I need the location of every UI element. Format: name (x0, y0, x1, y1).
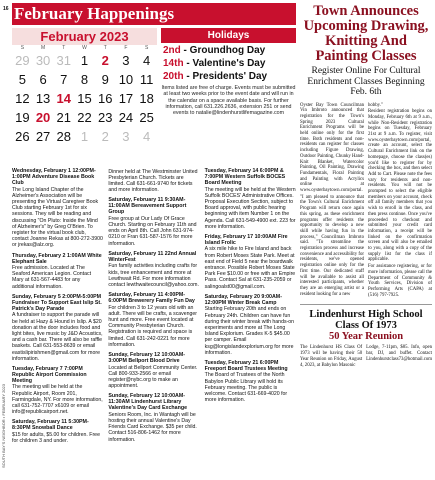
calendar-day: 7 (60, 72, 68, 87)
event-description: Seniors Room, Inc. in Wantagh will be hosting their annual Valentine's Day Friends Card Exchange. $35 per child. Contact 516-806-1462 for more information. (108, 411, 197, 443)
article-title: Town Announces Upcoming Drawing, Knitting And Painting Classes (303, 3, 429, 64)
event-item (108, 352, 199, 389)
event-item (205, 234, 296, 290)
weekday-label: F (124, 45, 128, 51)
events-column (108, 168, 199, 448)
event-title: Saturday, February 11 9:30AM-11:00AM Bereavement Support Group (108, 197, 187, 216)
event-title: Thursday, February 2 1:00AM White Elephant Sale (12, 252, 102, 265)
calendar-day: 19 (15, 110, 30, 125)
calendar-day: 2 (101, 53, 109, 68)
event-title: Saturday, February 11 5:30PM-8:30PM Snowball Dance (12, 419, 89, 432)
event-item (108, 197, 199, 247)
event-item (108, 393, 199, 443)
calendar-day: 20 (35, 110, 51, 125)
calendar-day: 12 (15, 91, 30, 106)
calendar-day: 1 (80, 53, 89, 68)
event-listings (12, 168, 296, 448)
event-description: Fun family activities including crafts for kids, tree enhancement and more at Lewthwait Rd. For more information contact lewthwaitecouncil@yahoo.com. (108, 263, 199, 288)
calendar-day: 9 (101, 72, 109, 87)
calendar-day: 3 (122, 53, 130, 68)
side-running-text (0, 240, 8, 470)
event-description: A fundraiser to support the parade will be held at Hazy & Hound in Islip. A $20 donation at the door includes food and light bites, live music by J&D Acoustics, and a cash bar. There will also be raffle baskets. Call 631-553-8639 or email eastislipirishmen@gmail.com for more information. (12, 312, 103, 362)
weekday-label: M (40, 45, 46, 51)
calendar-day: 15 (77, 91, 92, 106)
submission-note: Items listed are free of charge. Events must be submitted at least two weeks prior to the event date and will run in the calendar on a space available basis. For further information, call 631.226.2636, extension 251 or send events to natalie@lindenhurstlifemagazine.com (161, 85, 296, 117)
event-item (12, 419, 103, 444)
event-description: $15 for adults, $5.00 for children. Free for children 3 and under. (12, 431, 100, 445)
calendar-day: 17 (118, 91, 134, 106)
holiday-name: - Presidents' Day (183, 71, 268, 82)
event-title: Saturday, February 20 9:00AM-12:00PM Winter Break Camp (204, 293, 282, 306)
reunion-title-3: 50 Year Reunion (328, 331, 404, 343)
event-description: The Board of Trustees of the North Babylon Public Library will hold its February meeting. The public is welcome. Contact 631-669-4020 for more information. (204, 372, 288, 404)
calendar-day: 3 (122, 129, 130, 144)
event-item (205, 168, 296, 230)
weekday-label: S (20, 45, 25, 51)
events-column (12, 168, 103, 448)
calendar-day: 13 (35, 91, 51, 106)
calendar-day: 26 (15, 129, 30, 144)
event-item (12, 294, 103, 362)
calendar-day: 30 (35, 53, 51, 68)
event-description: The meeting will be held at the Republic Airport, Room 201, Farmingdale, NY. For more information, call 631-752-7707 x6109 or email info@republicairport.net. (12, 384, 103, 416)
calendar-day: 31 (56, 53, 72, 68)
holidays-heading: Holidays (161, 28, 296, 43)
reunion-column-1: The Lindenhurst HS Class Of 1973 will be having their 50 Year Reunion on Friday, August 4, 2023, at Babylon Masonic (300, 345, 363, 368)
event-item (12, 253, 103, 290)
calendar-day: 8 (80, 72, 89, 87)
weekday-label: S (145, 45, 149, 51)
calendar-weekdays (12, 45, 157, 51)
events-column (205, 168, 296, 448)
february-happenings-section (12, 0, 296, 480)
holiday-date: 2nd (163, 45, 181, 56)
holiday-line (161, 45, 296, 56)
divider (300, 304, 432, 305)
calendar-day: 24 (118, 110, 134, 125)
event-title: Saturday, February 11 22nd Annual WinterFest (108, 250, 197, 263)
holiday-date: 20th (163, 71, 184, 82)
article-paragraph: hobby." (368, 102, 383, 108)
holiday-name: - Groundhog Day (180, 45, 266, 56)
event-item (205, 294, 296, 356)
holiday-line (161, 71, 296, 82)
event-description: Starting February 20th and ends on February 24th. Children can have fun during their winter break with hands-on experiments and more at The Long Island Explorium. Grades K-5 $45.00 per camper. Email ksg@longislandexplorium.org for more information. (204, 306, 295, 356)
event-description: For children 3 to 12 years old with an adult. There will be crafts, a scavenger hunt and more. Free event located at Community Presbyterian Church. Registration is required and space is limited. Call 631-242-0221 for more information. (108, 304, 198, 348)
event-title: Saturday, February 11 4:00PM-6:00PM Brewerery Family Fun Day (108, 292, 195, 305)
weekday-label: W (82, 45, 87, 51)
event-title: Friday, February 17 10:00AM Fire Island Frolic (204, 233, 288, 246)
article-column-1 (300, 103, 364, 300)
side-text-label: SOUTH BAY'S NEIGHBOR • FEBRUARY 2023 (1, 384, 6, 468)
event-item (108, 169, 199, 194)
article-paragraph: "I am pleased to announce that the Town's Cultural Enrichment Program will return once again this spring, as these enrichment programs offer residents the opportunity to develop a new skill while having fun in the process," Councilman Imbroto said. "To streamline the registration process and increase convenience and accessibility for residents, we've opened registration online only for the first time. Our dedicated staff will be available to assist all interested participants, whether they are an emerging artist or a resident looking for a new (300, 194, 364, 297)
event-title: Tuesday, February 7 7:00PM Republic Airport Commission Meeting (12, 365, 87, 384)
calendar-grid (12, 52, 157, 145)
article-paragraph: Oyster Bay Town Councilman Vin Imbroto announced that registration for the Town's Spring 2023 Cultural Enrichment Programs will be held online only for the first time. Both residents and non-residents can register for classes including Figure Drawing, Outdoor Painting, Chunky Hand-Knit Blanket, Watercolor Painting, Oil Painting, Drawing Fundamentals, Floral Painting and Painting with Acrylics online at www.oysterbaytown.com/portal. (300, 102, 364, 194)
calendar-day: 10 (118, 72, 134, 87)
event-description: Located at Bellport Community Center. Call 800-933-2566 or email register@nybc.org to make an appointment. (108, 364, 198, 390)
event-title: Sunday, February 5 2:00PM-5:00PM Fundraiser To Support East Islip St. Patrick's Day Parade (12, 293, 102, 312)
calendar-day: 21 (56, 110, 72, 125)
calendar-title: February 2023 (12, 28, 157, 45)
event-item (12, 168, 103, 249)
calendar-day: 1 (80, 129, 89, 144)
weekday-label: T (62, 45, 66, 51)
article-body (300, 103, 432, 300)
page-number: 16 (3, 6, 9, 12)
reunion-title-2: Class Of 1973 (335, 320, 397, 332)
holidays-box (161, 28, 296, 116)
calendar-day: 11 (139, 72, 154, 87)
calendar-day: 6 (39, 72, 47, 87)
calendar-day: 4 (143, 53, 151, 68)
event-item (108, 251, 199, 288)
calendar-day: 23 (97, 110, 113, 125)
event-description: The Long Island Chapter of the Alzheimer's Association will be presenting the Virtual Caregiver Book Club starting February 1st for six sessions. They will be reading and discussing "On Pluto: Inside the Mind of Alzheimer's" by Greg O'Brien. To register for the virtual book club, contact Joanne Rekas at 800-272-3900 or jrekas@alz.org. (12, 186, 103, 249)
article-paragraph: Resident registration begins on Monday, February 6th at 9 a.m., while Non-Resident registration begins on Tuesday, February 21st at 9 a.m. To register, visit www.oysterbaytown.com/portal, create an account, select the Cultural Enrichment link on the homepage, choose the class(es) you'd like to register for by checking the box, and then select Add to Cart. Please note the fees vary for residents and non-residents. You will not be prompted to select the eligible members on your account, check off all family members that you wish to enroll in the class, and then press continue. Once you've proceeded to checkout and submitted your credit card information, a receipt will be linked on the confirmation screen and will also be emailed to you, along with a copy of the supply list for the class if applicable. (368, 109, 432, 263)
event-description: A six mile hike to Fire Island and back from Robert Moses State Park. Meet at east end of Field 5 near the boardwalk entrance. Possible Robert Moses State Park Fee $10.00 or free with an Empire Pass. Contact Sal at 631-235-2059 or salingoalst00@gmail.com. (204, 246, 296, 290)
event-description: The meeting will be held at the Western Suffolk BOCES' Administrative Offices. Proposal Execution Section, subject to Board approval, with public hearing beginning with item Number 1 on the Agenda. Call 631-549-4900 ext. 223 for more information. (204, 186, 296, 230)
event-item (12, 366, 103, 416)
calendar-day: 25 (139, 110, 154, 125)
event-description: Free admission. Located at The Seaford American Legion. Contact Mary at 631-567-4483 for any additional information. (12, 265, 92, 290)
calendar-day: 29 (15, 53, 30, 68)
calendar-day: 2 (101, 129, 109, 144)
event-title: Tuesday, February 21 6:00PM Freeport Board Trustees Meeting (204, 359, 288, 372)
event-item (205, 360, 296, 404)
holiday-name: - Valentine's Day (183, 58, 266, 69)
calendar-day: 5 (18, 72, 26, 87)
event-description: Free group at Our Lady Of Grace Church. Starting on February 11th and ends on April 8th. Call John 631-974-0210 or Fran 631-587-1576 for more information. (108, 215, 197, 247)
calendar-day: 16 (97, 91, 113, 106)
event-title: Sunday, February 12 10:00AM-3:00PM Bellport Blood Drive (108, 352, 186, 365)
calendar-day: 27 (35, 129, 51, 144)
event-item (108, 292, 199, 348)
calendar-day: 22 (77, 110, 92, 125)
event-title: Wednesday, February 1 12:00PM-1:00PM Adventure Disease Book Club (12, 168, 96, 186)
article-column-2 (368, 103, 432, 300)
event-description: Dinner held at The Westminster United Presbyterian Church. Tickets are limited. Call 631-661-9740 for tickets and more information. (108, 168, 198, 194)
holiday-date: 14th (163, 58, 184, 69)
town-announcement-article (300, 0, 432, 480)
weekday-label: T (103, 45, 107, 51)
holiday-line (161, 58, 296, 69)
reunion-title-1: Lindenhurst High School (309, 309, 423, 321)
calendar-day: 18 (139, 91, 154, 106)
event-title: Sunday, February 12 10:00AM-11:30AM Lindenhurst Library Valentine's Day Card Exchange (108, 393, 188, 412)
calendar-day: 14 (56, 91, 72, 106)
calendar-day: 4 (143, 129, 151, 144)
reunion-column-2: Lodge, 7-11pm, $85. Info, open bar, DJ, and buffet. Contact Lindenhurstclass73@hotmail.com (366, 345, 432, 362)
article-subtitle: Register Online For Cultural Enrichment Classes Beginning Feb. 6th (307, 66, 425, 97)
reunion-body (300, 345, 432, 368)
section-banner: February Happenings (12, 3, 296, 25)
event-title: Tuesday, February 14 6:00PM & 7:00PM Western Suffolk BOCES Board Meeting (204, 168, 286, 186)
article-paragraph: For assistance registering, or for more information, please call the Department of Community & Youth Services, Division of Performing Arts (CAPA) at (516) 797-7925. (368, 264, 432, 298)
calendar-day: 28 (56, 129, 72, 144)
calendar (12, 28, 157, 145)
